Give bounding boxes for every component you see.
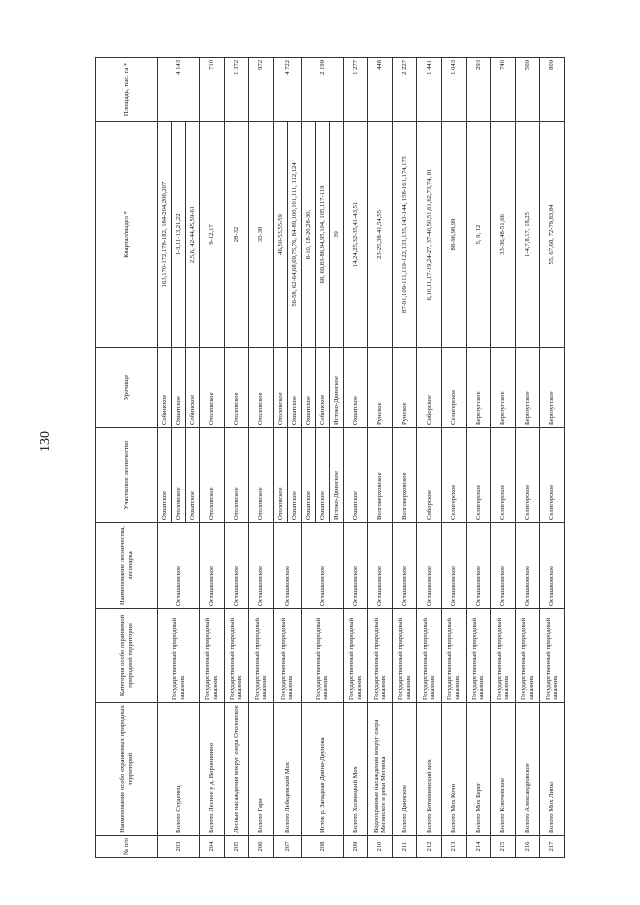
cell-tract: Отоловское xyxy=(200,348,225,428)
cell-area: 569 xyxy=(515,58,540,122)
cell-quarters: 163,170-172,178-182, 184-204,206,207 xyxy=(158,122,172,348)
cell-tract: Охватское xyxy=(287,348,301,428)
cell-category: Государственный природный заказник xyxy=(224,609,249,703)
cell-district: Охватское xyxy=(343,428,368,523)
cell-quarters: 1-3,11-13,21,22 xyxy=(172,122,186,348)
cell-quarters: 6,10,11,17-19,24-27, 37-40,50,51,61,62,73,74, 81 xyxy=(417,122,442,348)
cell-area: 4 722 xyxy=(273,58,301,122)
cell-quarters: 9-12,17 xyxy=(200,122,225,348)
cell-name: Болото Холмецкий Мох xyxy=(343,703,368,836)
cell-num: 209 xyxy=(343,836,368,858)
cell-area: 2 199 xyxy=(301,58,343,122)
table-row xyxy=(273,58,287,858)
cell-name: Болото Лебедевский Мох xyxy=(273,703,301,836)
cell-forestry: Осташковское xyxy=(515,523,540,609)
cell-forestry: Осташковское xyxy=(343,523,368,609)
cell-quarters: 39 xyxy=(329,122,343,348)
cell-num: 214 xyxy=(466,836,491,858)
cell-district: Отоловское xyxy=(224,428,249,523)
cell-num: 210 xyxy=(368,836,393,858)
header-num: № п/п xyxy=(96,836,158,858)
rotated-table-container xyxy=(95,58,565,858)
cell-district: Отоловское xyxy=(172,428,186,523)
header-tract: Урочище xyxy=(96,348,158,428)
cell-tract: Истоко-Двинское xyxy=(329,348,343,428)
cell-forestry: Осташковское xyxy=(368,523,393,609)
cell-forestry: Осташковское xyxy=(273,523,301,609)
cell-forestry: Осташковское xyxy=(466,523,491,609)
cell-quarters: 2,5,6, 42-44,45,59-61 xyxy=(186,122,200,348)
cell-quarters: 68, 69,83-86,94,95,104, 105,117-119 xyxy=(315,122,329,348)
cell-category: Государственный природный заказник xyxy=(540,609,565,703)
cell-district: Охватское xyxy=(301,428,315,523)
cell-area: 4 143 xyxy=(158,58,200,122)
header-area: Площадь, тыс. га * xyxy=(96,58,158,122)
cell-quarters: 46,50-53,55-59 xyxy=(273,122,287,348)
cell-category: Государственный природный заказник xyxy=(368,609,393,703)
cell-num: 217 xyxy=(540,836,565,858)
table-row xyxy=(540,58,565,858)
cell-district: Селигерское xyxy=(442,428,467,523)
header-district: Участковое лесничество xyxy=(96,428,158,523)
cell-district: Истоко-Двинское xyxy=(329,428,343,523)
cell-quarters: 5, 9, 12 xyxy=(466,122,491,348)
cell-quarters: 56-58, 62-64,68,69,75,76, 84-89,100,101,111, 112,124 xyxy=(287,122,301,348)
cell-category: Государственный природный заказник xyxy=(515,609,540,703)
table-row xyxy=(466,58,491,858)
cell-category: Государственный природный заказник xyxy=(158,609,200,703)
table-row xyxy=(515,58,540,858)
cell-forestry: Осташковское xyxy=(540,523,565,609)
cell-name: Болото Двинское xyxy=(392,703,417,836)
cell-district: Сиборское xyxy=(417,428,442,523)
cell-district: Охватское xyxy=(287,428,301,523)
cell-category: Государственный природный заказник xyxy=(249,609,274,703)
cell-area: 740 xyxy=(491,58,516,122)
cell-area: 710 xyxy=(200,58,225,122)
header-forestry: Наименование лесничества, лесопарка xyxy=(96,523,158,609)
header-row xyxy=(96,58,158,858)
cell-num: 203 xyxy=(158,836,200,858)
cell-name: Водоохранные насаждения вокруг озера Мегинское и реки Мегинка xyxy=(368,703,393,836)
cell-category: Государственный природный заказник xyxy=(466,609,491,703)
cell-quarters: 87-91,109-111,119-122,133,135,143-144, 158-161,174,175 xyxy=(392,122,417,348)
cell-quarters: 8-10, 18-20,28-30, xyxy=(301,122,315,348)
cell-forestry: Осташковское xyxy=(491,523,516,609)
table-row xyxy=(392,58,417,858)
cell-num: 208 xyxy=(301,836,343,858)
cell-num: 204 xyxy=(200,836,225,858)
table-body xyxy=(158,58,565,858)
table-row xyxy=(158,58,172,858)
cell-quarters: 35-38 xyxy=(249,122,274,348)
cell-district: Волговерховское xyxy=(368,428,393,523)
cell-tract: Березугское xyxy=(491,348,516,428)
cell-tract: Отоловское xyxy=(249,348,274,428)
cell-tract: Сиборское xyxy=(417,348,442,428)
cell-category: Государственный природный заказник xyxy=(200,609,225,703)
table-row xyxy=(224,58,249,858)
cell-quarters: 33-36,48-51,66 xyxy=(491,122,516,348)
cell-district: Селигерское xyxy=(466,428,491,523)
cell-tract: Охватское xyxy=(172,348,186,428)
cell-tract: Рунское xyxy=(368,348,393,428)
cell-forestry: Осташковское xyxy=(200,523,225,609)
cell-tract: Селигерское xyxy=(442,348,467,428)
cell-tract: Собинское xyxy=(186,348,200,428)
cell-forestry: Осташковское xyxy=(301,523,343,609)
cell-name: Болото Мох Липы xyxy=(540,703,565,836)
cell-num: 212 xyxy=(417,836,442,858)
cell-num: 215 xyxy=(491,836,516,858)
cell-category: Государственный природный заказник xyxy=(417,609,442,703)
cell-district: Отоловское xyxy=(249,428,274,523)
table-row xyxy=(301,58,315,858)
cell-area: 972 xyxy=(249,58,274,122)
cell-quarters: 55, 67,68, 72-79,83,84 xyxy=(540,122,565,348)
table-row xyxy=(368,58,393,858)
cell-area: 1 441 xyxy=(417,58,442,122)
table-row xyxy=(491,58,516,858)
cell-tract: Охватское xyxy=(301,348,315,428)
cell-tract: Отоловское xyxy=(224,348,249,428)
header-category: Категория особо охраняемой природной территории xyxy=(96,609,158,703)
table-row xyxy=(200,58,225,858)
cell-tract: Отоловское xyxy=(273,348,287,428)
cell-name: Болото Мох Берег xyxy=(466,703,491,836)
table-row xyxy=(343,58,368,858)
cell-name: Болото Мох Кочи xyxy=(442,703,467,836)
cell-name: Болото Ключевское xyxy=(491,703,516,836)
cell-district: Селигерское xyxy=(540,428,565,523)
cell-district: Охватское xyxy=(186,428,200,523)
protected-areas-table xyxy=(95,57,565,858)
cell-district: Селигерское xyxy=(491,428,516,523)
header-quarters: Квартал/выдел * xyxy=(96,122,158,348)
cell-category: Государственный природный заказник xyxy=(273,609,301,703)
cell-name: Исток р. Западная Двина-Двунова xyxy=(301,703,343,836)
cell-quarters: 1-4,7,8,17, 18,25 xyxy=(515,122,540,348)
cell-tract: Собинское xyxy=(315,348,329,428)
cell-num: 216 xyxy=(515,836,540,858)
cell-area: 809 xyxy=(540,58,565,122)
cell-area: 2 227 xyxy=(392,58,417,122)
table-row xyxy=(249,58,274,858)
cell-area: 448 xyxy=(368,58,393,122)
header-name: Наименование особо охраняемых природных территорий xyxy=(96,703,158,836)
page-number: 130 xyxy=(38,431,53,452)
cell-quarters: 28-32 xyxy=(224,122,249,348)
cell-district: Отоловское xyxy=(200,428,225,523)
cell-name: Болото Александровское xyxy=(515,703,540,836)
cell-category: Государственный природный заказник xyxy=(491,609,516,703)
cell-num: 211 xyxy=(392,836,417,858)
cell-forestry: Осташковское xyxy=(392,523,417,609)
cell-area: 1 277 xyxy=(343,58,368,122)
cell-tract: Собинское xyxy=(158,348,172,428)
cell-forestry: Осташковское xyxy=(417,523,442,609)
cell-tract: Рунское xyxy=(392,348,417,428)
cell-category: Государственный природный заказник xyxy=(392,609,417,703)
cell-name: Болото Лесное у д. Воронинино xyxy=(200,703,225,836)
cell-num: 207 xyxy=(273,836,301,858)
cell-num: 205 xyxy=(224,836,249,858)
cell-district: Волговерховское xyxy=(392,428,417,523)
cell-tract: Березугское xyxy=(515,348,540,428)
cell-name: Лесные насаждения вокруг озера Отоловское xyxy=(224,703,249,836)
table-row xyxy=(442,58,467,858)
cell-tract: Березугское xyxy=(466,348,491,428)
cell-quarters: 23-25,38-41,54,55 xyxy=(368,122,393,348)
cell-name: Болото Ботвининский мох xyxy=(417,703,442,836)
cell-tract: Березугское xyxy=(540,348,565,428)
cell-forestry: Осташковское xyxy=(249,523,274,609)
table-row xyxy=(417,58,442,858)
cell-num: 206 xyxy=(249,836,274,858)
cell-category: Государственный природный заказник xyxy=(442,609,467,703)
cell-forestry: Осташковское xyxy=(224,523,249,609)
cell-district: Охватское xyxy=(315,428,329,523)
cell-area: 1 372 xyxy=(224,58,249,122)
cell-quarters: 14,24,25,32-35,41-43,51 xyxy=(343,122,368,348)
cell-area: 293 xyxy=(466,58,491,122)
cell-quarters: 88-96,98,99 xyxy=(442,122,467,348)
cell-name: Болото Студенец xyxy=(158,703,200,836)
cell-district: Охватское xyxy=(158,428,172,523)
cell-forestry: Осташковское xyxy=(442,523,467,609)
cell-tract: Охватское xyxy=(343,348,368,428)
cell-area: 1 043 xyxy=(442,58,467,122)
cell-name: Болото Гари xyxy=(249,703,274,836)
cell-num: 213 xyxy=(442,836,467,858)
cell-district: Селигерское xyxy=(515,428,540,523)
cell-forestry: Осташковское xyxy=(158,523,200,609)
cell-category: Государственный природный заказник xyxy=(301,609,343,703)
cell-district: Отоловское xyxy=(273,428,287,523)
cell-category: Государственный природный заказник xyxy=(343,609,368,703)
